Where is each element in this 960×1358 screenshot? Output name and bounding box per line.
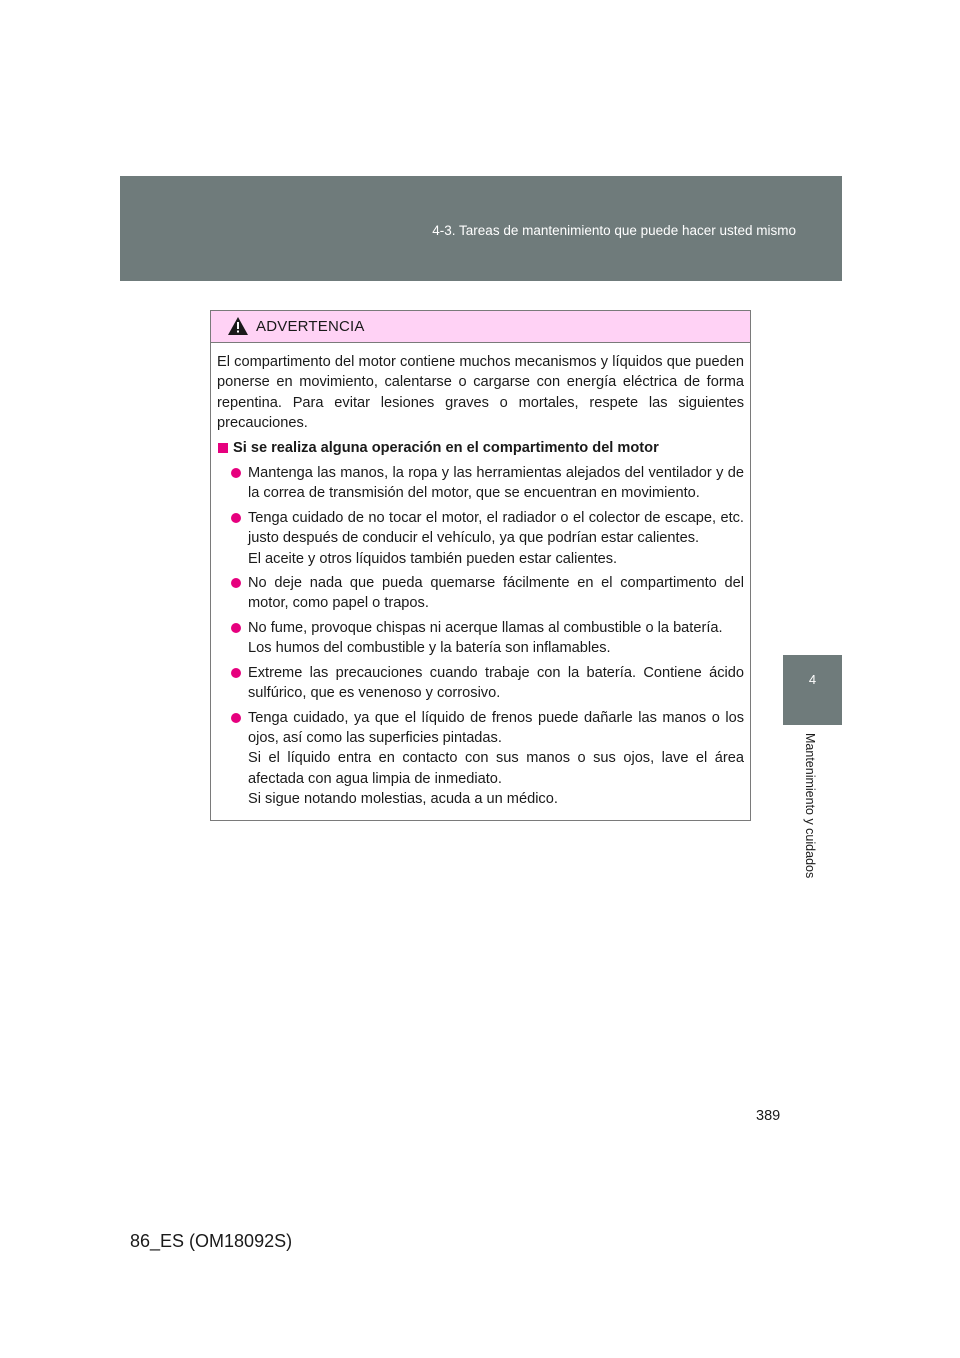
warning-title: ADVERTENCIA [256,318,365,335]
list-item-extra: Si el líquido entra en contacto con sus manos o sus ojos, lave el área afectada con agua limpia de inmediato. [248,750,744,787]
bullet-dot-icon [231,623,241,633]
section-heading [217,438,744,458]
warning-header [211,311,750,343]
section-heading-text: Si se realiza alguna operación en el compartimento del motor [233,439,659,456]
chapter-number: 4 [808,672,817,687]
list-item-text: Tenga cuidado, ya que el líquido de frenos puede dañarle las manos o los ojos, así como las superficies pintadas. [248,709,744,746]
list-item [217,573,744,614]
list-item-extra: El aceite y otros líquidos también pueden estar calientes. [248,550,618,567]
warning-body [211,343,750,810]
chapter-label: Mantenimiento y cuidados [803,733,817,879]
chapter-label-container [803,733,823,903]
list-item-text: Tenga cuidado de no tocar el motor, el radiador o el colector de escape, etc. justo después de conducir el vehículo, ya que podrían estar calientes. [248,509,744,547]
list-item-text: No deje nada que pueda quemarse fácilmente en el compartimento del motor, como papel o trapos. [248,575,744,612]
bullet-dot-icon [231,513,241,523]
list-item [217,508,744,569]
page-number: 389 [756,1108,781,1124]
warning-intro: El compartimento del motor contiene muchos mecanismos y líquidos que pueden ponerse en movimiento, calentarse o cargarse con energía eléctrica de forma repentina. Para evitar lesiones graves o mortales, respete las siguientes precauciones. [217,354,744,432]
bullet-dot-icon [231,578,241,588]
bullet-dot-icon [231,668,241,678]
list-item-text: Mantenga las manos, la ropa y las herramientas alejados del ventilador y de la correa de transmisión del motor, que se encuentran en movimiento. [248,465,744,502]
list-item-text: Extreme las precauciones cuando trabaje con la batería. Contiene ácido sulfúrico, que es venenoso y corrosivo. [248,664,744,702]
section-title: 4-3. Tareas de mantenimiento que puede hacer usted mismo [432,223,796,238]
list-item-extra: Si sigue notando molestias, acuda a un médico. [248,791,558,808]
list-item-extra: Los humos del combustible y la batería son inflamables. [248,640,611,657]
chapter-tab [783,655,842,725]
warning-triangle-icon [227,316,249,336]
bullet-dot-icon [231,468,241,478]
list-item [217,708,744,810]
list-item [217,463,744,504]
list-item [217,618,744,659]
document-code: 86_ES (OM18092S) [130,1231,293,1251]
list-item-text: No fume, provoque chispas ni acerque llamas al combustible o la batería. [248,619,723,636]
precaution-list [217,463,744,810]
bullet-dot-icon [231,713,241,723]
warning-box [210,310,751,821]
list-item [217,663,744,704]
section-header-band [120,176,842,281]
square-bullet-icon [218,443,228,453]
